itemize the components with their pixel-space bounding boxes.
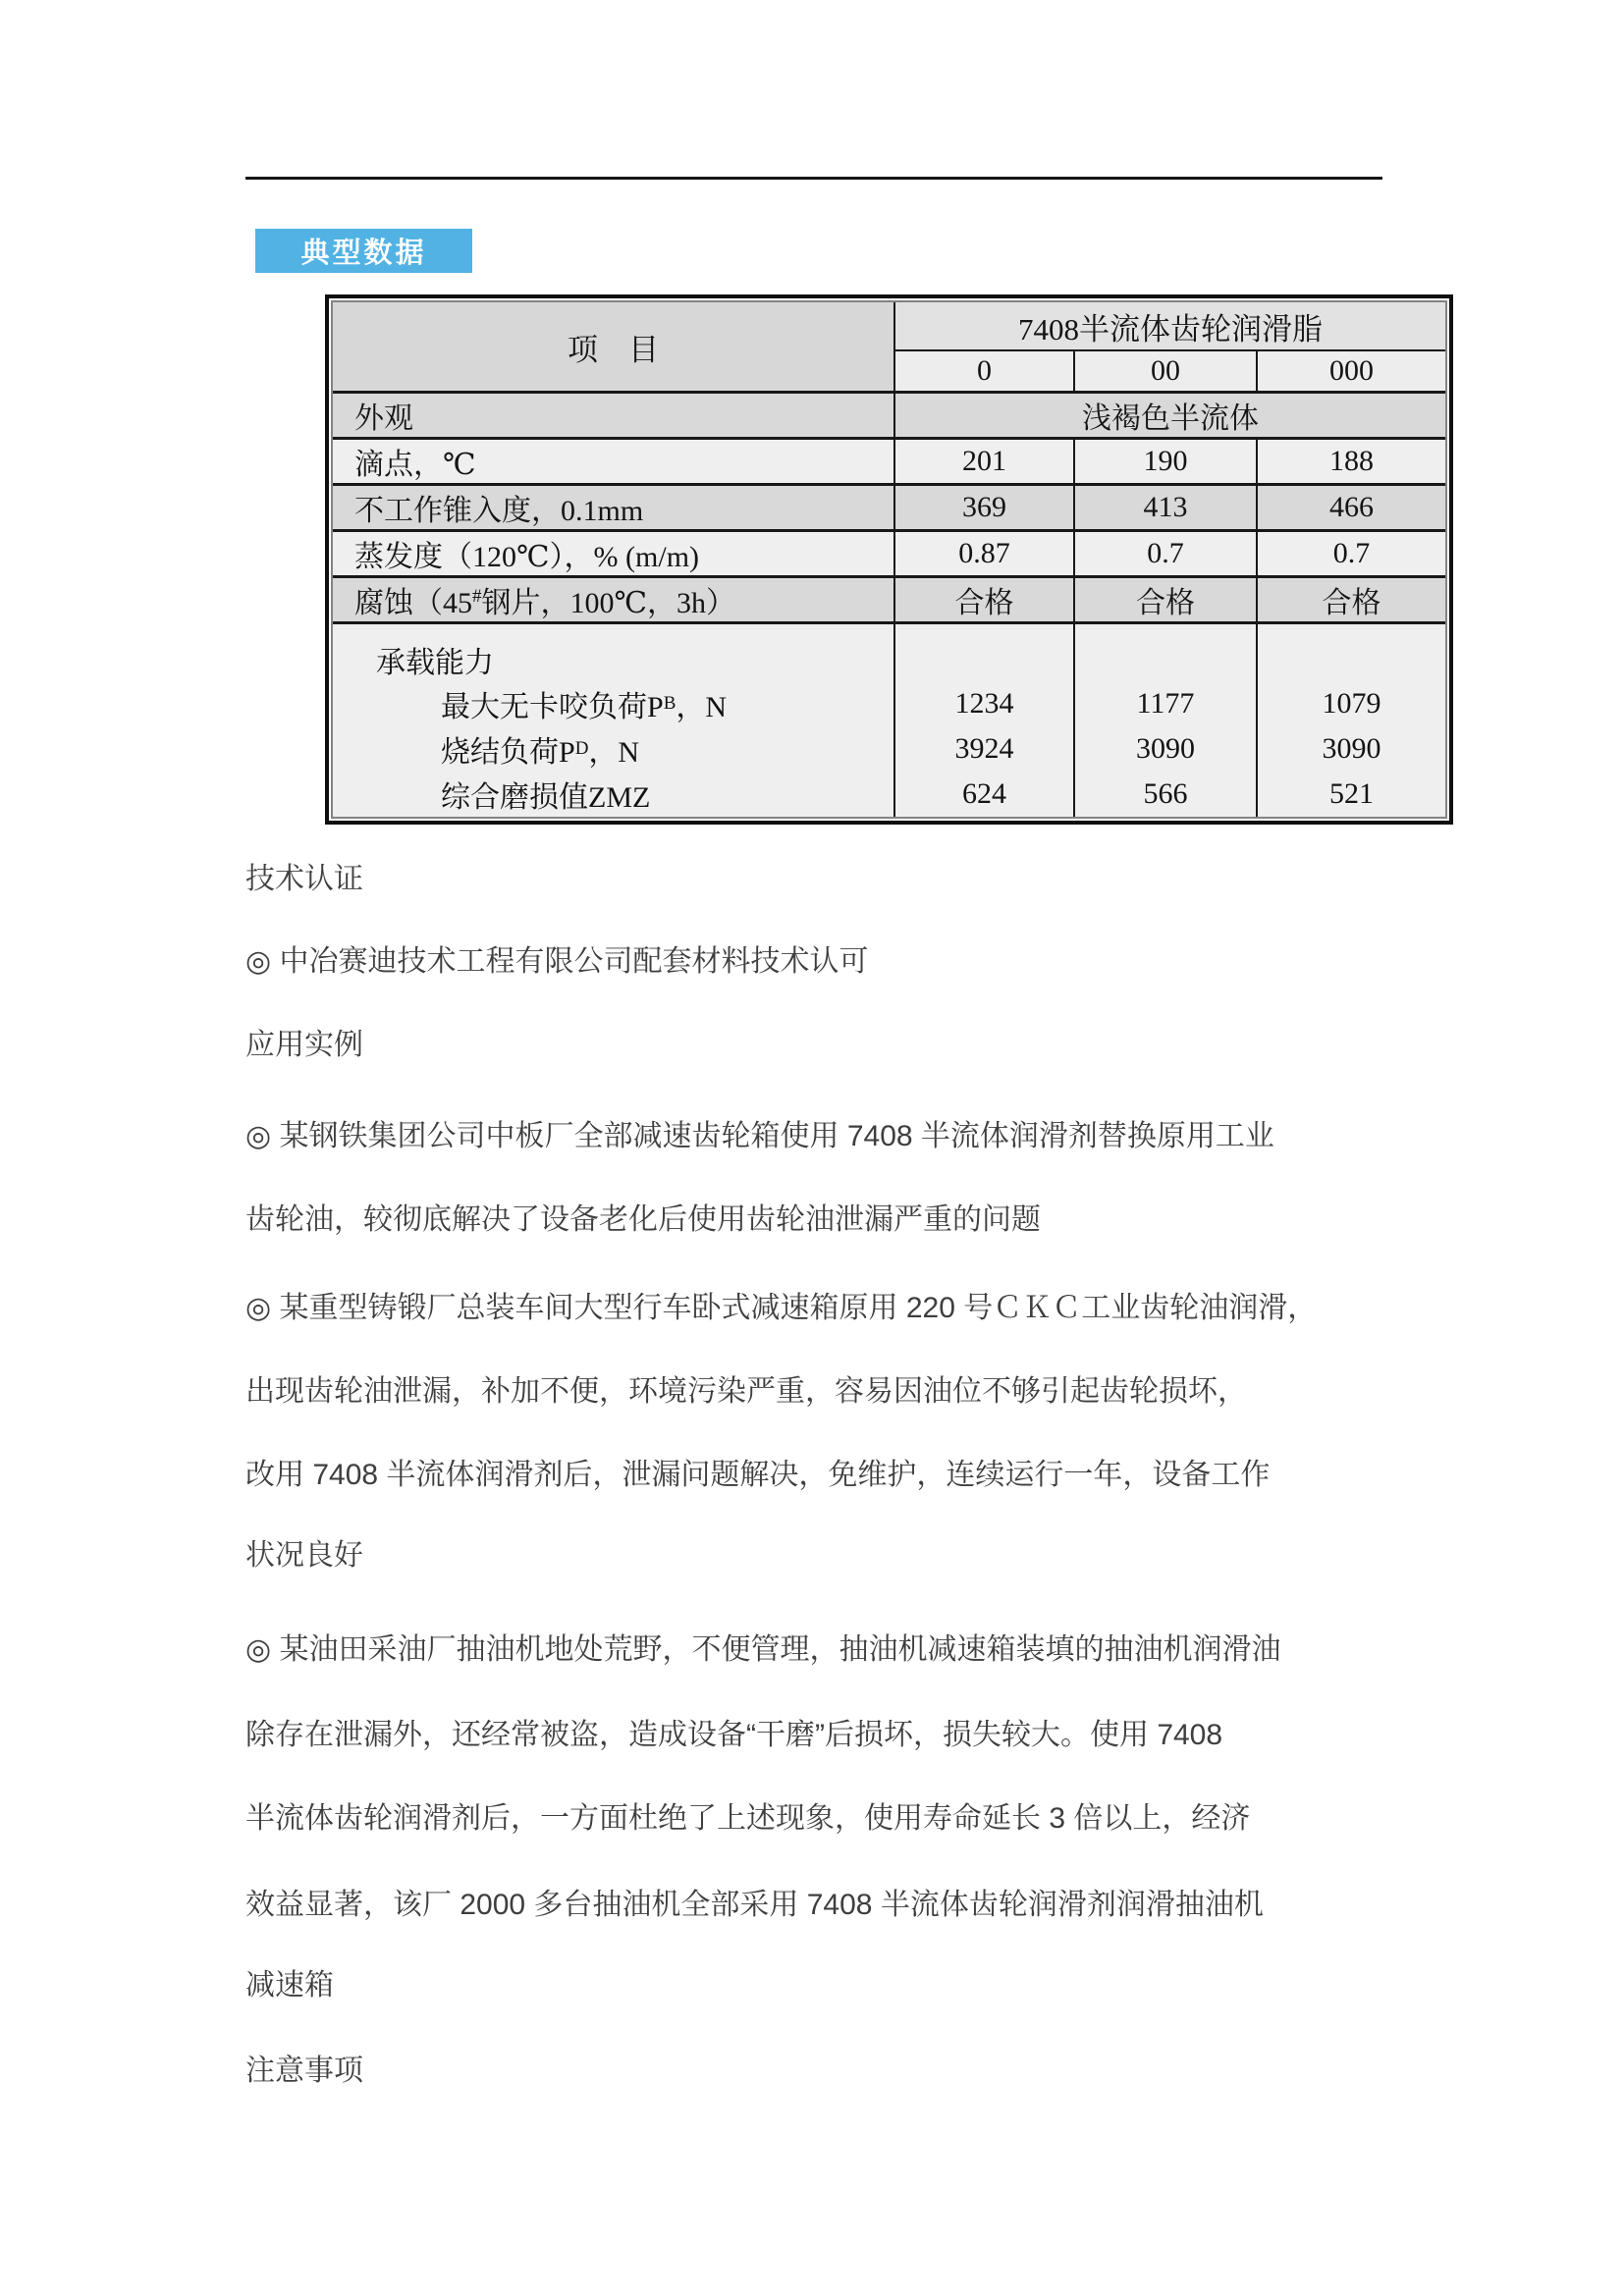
- heading-precautions: 注意事项: [245, 2055, 363, 2087]
- load-label-pre: 综合磨损值ZMZ: [441, 781, 651, 814]
- text-line: ◎ 某油田采油厂抽油机地处荒野，不便管理，抽油机减速箱装填的抽油机润滑油: [245, 1633, 1281, 1666]
- text-line: 状况良好: [245, 1539, 363, 1572]
- corrosion-label-pre: 腐蚀（45: [354, 587, 472, 619]
- table-cell-label-penetration: 不工作锥入度，0.1mm: [333, 485, 894, 531]
- table-cell-value: 0.87: [894, 531, 1074, 577]
- table-cell-value: 0.7: [1257, 531, 1445, 577]
- corrosion-label-post: 钢片，100℃，3h）: [481, 587, 736, 619]
- heading-tech-certification: 技术认证: [245, 863, 363, 895]
- text-line: ◎ 某重型铸锻厂总装车间大型行车卧式减速箱原用 220 号ＣＫＣ工业齿轮油润滑，: [245, 1292, 1318, 1324]
- text-line: 改用 7408 半流体润滑剂后，泄漏问题解决，免维护，连续运行一年，设备工作: [245, 1459, 1271, 1491]
- typical-data-table: [325, 294, 1453, 825]
- text-line-certification-item: ◎ 中冶赛迪技术工程有限公司配套材料技术认可: [245, 945, 869, 978]
- load-value: 1234: [954, 687, 1014, 720]
- load-row-label: [354, 726, 893, 772]
- table-header-grade-00: 00: [1074, 350, 1257, 393]
- load-label-post: ，N: [676, 691, 728, 723]
- table-cell-value: 0.7: [1074, 531, 1257, 577]
- table-cell-load-capacity-labels: [333, 623, 894, 818]
- table-cell-value: 369: [894, 485, 1074, 531]
- table-cell-value: 466: [1257, 485, 1445, 531]
- text-line: ◎ 某钢铁集团公司中板厂全部减速齿轮箱使用 7408 半流体润滑剂替换原用工业: [245, 1120, 1274, 1152]
- data-table: [333, 302, 1445, 817]
- table-cell-appearance-value: 浅褐色半流体: [894, 393, 1445, 439]
- load-label-sub: D: [574, 738, 589, 759]
- text-line: 出现齿轮油泄漏，补加不便，环境污染严重，容易因油位不够引起齿轮损坏，: [245, 1375, 1247, 1408]
- corrosion-label-sup: #: [472, 586, 482, 607]
- load-label-post: ，N: [588, 736, 640, 769]
- table-cell-value: 413: [1074, 485, 1257, 531]
- table-inner-frame: [331, 300, 1447, 819]
- load-label-sub: B: [663, 693, 677, 714]
- table-cell-value: 合格: [894, 577, 1074, 623]
- load-value: 1079: [1322, 687, 1381, 720]
- table-cell-value: 合格: [1257, 577, 1445, 623]
- load-row-label: [354, 772, 893, 817]
- table-header-product: 7408半流体齿轮润滑脂: [894, 302, 1445, 350]
- text-line: 效益显著，该厂 2000 多台抽油机全部采用 7408 半流体齿轮润滑剂润滑抽油机: [245, 1889, 1264, 1921]
- text-line: 齿轮油，较彻底解决了设备老化后使用齿轮油泄漏严重的问题: [245, 1203, 1041, 1236]
- section-badge-typical-data: 典型数据: [255, 229, 472, 273]
- load-spacer: [1075, 624, 1256, 681]
- load-row-label: [354, 681, 893, 726]
- table-cell-value: 合格: [1074, 577, 1257, 623]
- table-cell-value: 201: [894, 439, 1074, 485]
- text-line: 半流体齿轮润滑剂后，一方面杜绝了上述现象，使用寿命延长 3 倍以上，经济: [245, 1802, 1251, 1835]
- table-cell-label-corrosion: [333, 577, 894, 623]
- table-header-grade-000: 000: [1257, 350, 1445, 393]
- load-label-pre: 烧结负荷P: [441, 736, 575, 769]
- load-value: 521: [1329, 777, 1375, 810]
- load-value: 566: [1143, 777, 1188, 810]
- heading-application-examples: 应用实例: [245, 1029, 363, 1061]
- top-divider: [245, 177, 1382, 180]
- table-cell-label-evaporation: 蒸发度（120℃），% (m/m): [333, 531, 894, 577]
- load-spacer: [1258, 624, 1445, 681]
- load-value: 1177: [1136, 687, 1195, 720]
- table-header-item: 项 目: [333, 302, 894, 393]
- load-value: 3090: [1322, 732, 1381, 765]
- load-label-pre: 最大无卡咬负荷P: [441, 691, 664, 723]
- table-cell-label-appearance: 外观: [333, 393, 894, 439]
- text-line: 除存在泄漏外，还经常被盗，造成设备“干磨”后损坏，损失较大。使用 7408: [245, 1719, 1223, 1751]
- table-header-grade-0: 0: [894, 350, 1074, 393]
- table-cell-load-values-0: [894, 623, 1074, 818]
- load-spacer: [895, 624, 1073, 681]
- table-cell-value: 188: [1257, 439, 1445, 485]
- table-cell-load-values-000: [1257, 623, 1445, 818]
- load-value: 3924: [954, 732, 1014, 765]
- load-value: 624: [962, 777, 1006, 810]
- table-cell-load-values-00: [1074, 623, 1257, 818]
- load-capacity-title: 承载能力: [376, 647, 494, 679]
- table-cell-label-drop-point: 滴点，℃: [333, 439, 894, 485]
- table-cell-value: 190: [1074, 439, 1257, 485]
- load-value: 3090: [1136, 732, 1195, 765]
- text-line: 减速箱: [245, 1969, 334, 2002]
